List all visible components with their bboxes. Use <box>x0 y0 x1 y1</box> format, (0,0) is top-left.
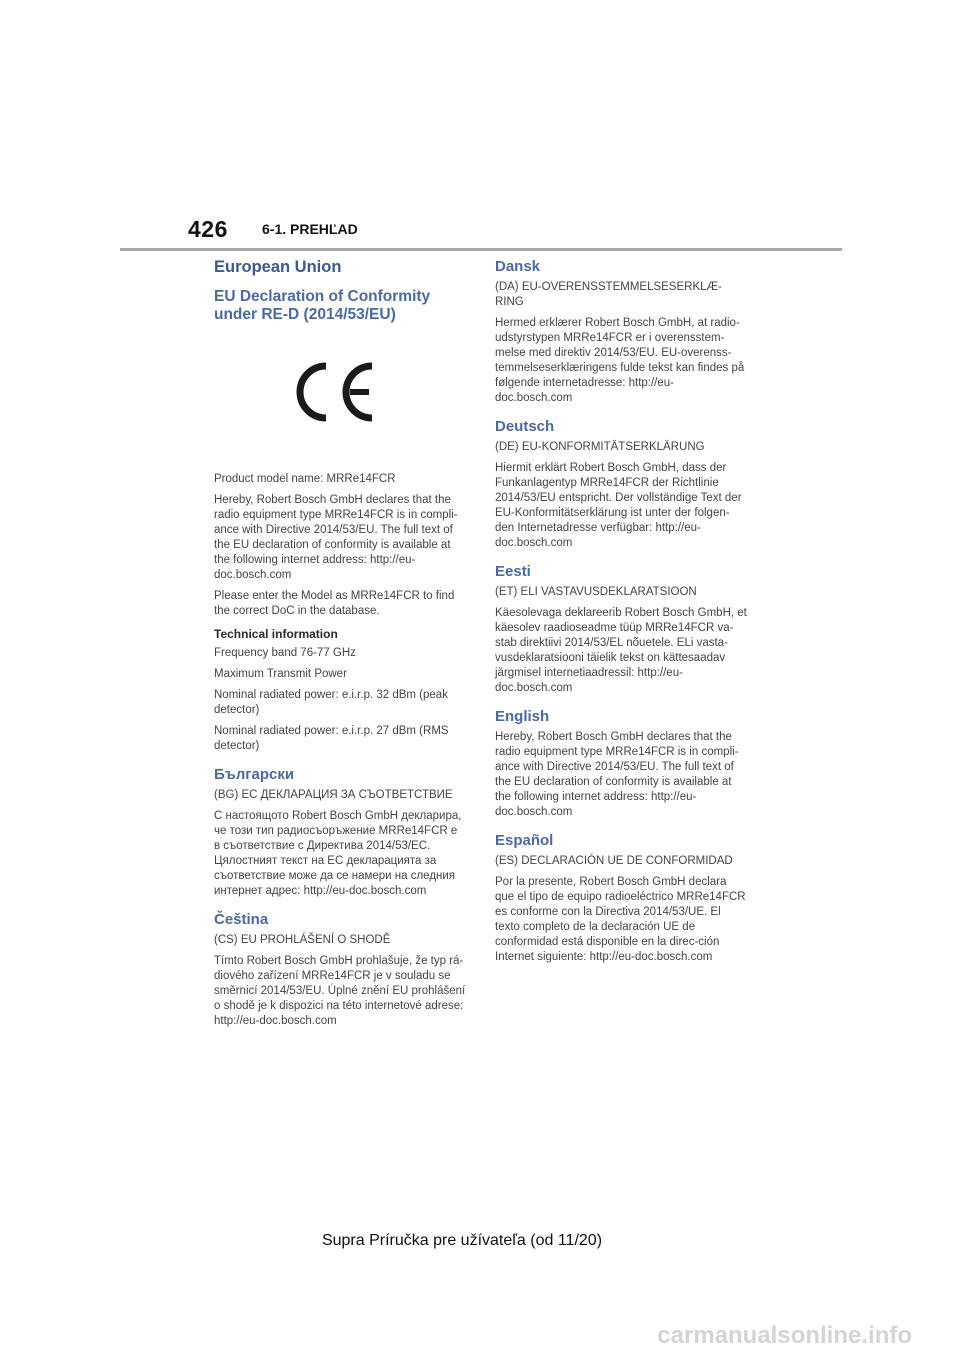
german-subheading: (DE) EU-KONFORMITÄTSERKLÄRUNG <box>495 441 705 453</box>
max-transmit-power: Maximum Transmit Power <box>214 668 347 680</box>
estonian-heading: Eesti <box>495 563 531 580</box>
technical-info-heading: Technical information <box>214 627 338 641</box>
watermark: carmanualsonline.info <box>657 1322 912 1349</box>
german-heading: Deutsch <box>495 418 555 435</box>
ce-mark-icon <box>292 358 376 426</box>
eu-title: European Union <box>214 258 342 276</box>
radiated-power-peak: Nominal radiated power: e.i.r.p. 32 dBm (peak detector) <box>214 689 448 716</box>
right-column <box>495 258 747 971</box>
page-header <box>120 214 842 251</box>
bulgarian-text: С настоящото Robert Bosch GmbH декларира, че този тип радиосъоръжение MRRe14FCR е в съответствие с Директива 2014/53/ЕС. Цялостният текст на ЕС декларацията за съответствие може да се намери на следния интернет адрес: http://eu-doc.bosch.com <box>214 810 462 897</box>
estonian-subheading: (ET) ELI VASTAVUSDEKLARATSIOON <box>495 586 697 598</box>
page-footer <box>0 1232 960 1250</box>
english-text: Hereby, Robert Bosch GmbH declares that the radio equipment type MRRe14FCR is in compli-ance with Directive 2014/53/EU. The full text of the EU declaration of conformity is available at the following internet address: http://eu-doc.bosch.com <box>495 731 739 818</box>
english-heading: English <box>495 708 550 725</box>
frequency-band: Frequency band 76-77 GHz <box>214 647 356 659</box>
product-model: Product model name: MRRe14FCR <box>214 473 396 485</box>
left-column <box>214 258 466 1035</box>
bulgarian-heading: Български <box>214 766 295 783</box>
radiated-power-rms: Nominal radiated power: e.i.r.p. 27 dBm (RMS detector) <box>214 725 449 752</box>
model-instruction: Please enter the Model as MRRe14FCR to find the correct DoC in the database. <box>214 590 455 617</box>
footer-text: Supra Príručka pre užívateľa (od 11/20) <box>321 1232 603 1249</box>
bulgarian-subheading: (BG) ЕС ДЕКЛАРАЦИЯ ЗА СЪОТВЕТСТВИЕ <box>214 789 453 801</box>
spanish-text: Por la presente, Robert Bosch GmbH declara que el tipo de equipo radioeléctrico MRRe14FCR es conforme con la Directiva 2014/53/UE. El texto completo de la declaración UE de conformidad está disponible en la direc-ción Internet siguiente: http://eu-doc.bosch.com <box>495 876 746 963</box>
czech-heading: Čeština <box>214 911 269 928</box>
page-number: 426 <box>188 216 228 242</box>
section-title: 6-1. PREHĽAD <box>262 221 358 237</box>
czech-subheading: (CS) EU PROHLÁŠENÍ O SHODĚ <box>214 934 391 946</box>
ce-mark-logo <box>214 339 466 445</box>
danish-heading: Dansk <box>495 258 541 275</box>
estonian-text: Käesolevaga deklareerib Robert Bosch GmbH, et käesolev raadioseadme tüüp MRRe14FCR va-stab direktiivi 2014/53/EL nõuetele. ELi vasta-vusdeklaratsiooni täielik tekst on kättesaadav järgmisel internetiaadressil: http://eu-doc.bosch.com <box>495 607 747 694</box>
eu-declaration-subtitle: EU Declaration of Conformity under RE-D (2014/53/EU) <box>214 288 431 323</box>
danish-text: Hermed erklærer Robert Bosch GmbH, at radio-udstyrstypen MRRe14FCR er i overensstem-melse med direktiv 2014/53/EU. EU-overenss-temmelseserklæringens fulde tekst kan findes på følgende internetadresse: http://eu-doc.bosch.com <box>495 317 745 404</box>
danish-subheading: (DA) EU-OVERENSSTEMMELSESERKLÆ-RING <box>495 281 722 308</box>
spanish-heading: Español <box>495 832 554 849</box>
german-text: Hiermit erklärt Robert Bosch GmbH, dass der Funkanlagentyp MRRe14FCR der Richtlinie 2014/53/EU entspricht. Der vollständige Text der EU-Konformitätserklärung ist unter der folgen-den Internetadresse verfügbar: http://eu-doc.bosch.com <box>495 462 742 549</box>
czech-text: Tímto Robert Bosch GmbH prohlašuje, že typ rá-diového zařízení MRRe14FCR je v souladu se směrnicí 2014/53/EU. Úplné znění EU prohlášení o shodě je k dispozici na této internetové adrese: http://eu-doc.bosch.com <box>214 955 466 1027</box>
spanish-subheading: (ES) DECLARACIÓN UE DE CONFORMIDAD <box>495 855 733 867</box>
declaration-text: Hereby, Robert Bosch GmbH declares that the radio equipment type MRRe14FCR is in compli-ance with Directive 2014/53/EU. The full text of the EU declaration of conformity is available at the following internet address: http://eu-doc.bosch.com <box>214 494 458 581</box>
